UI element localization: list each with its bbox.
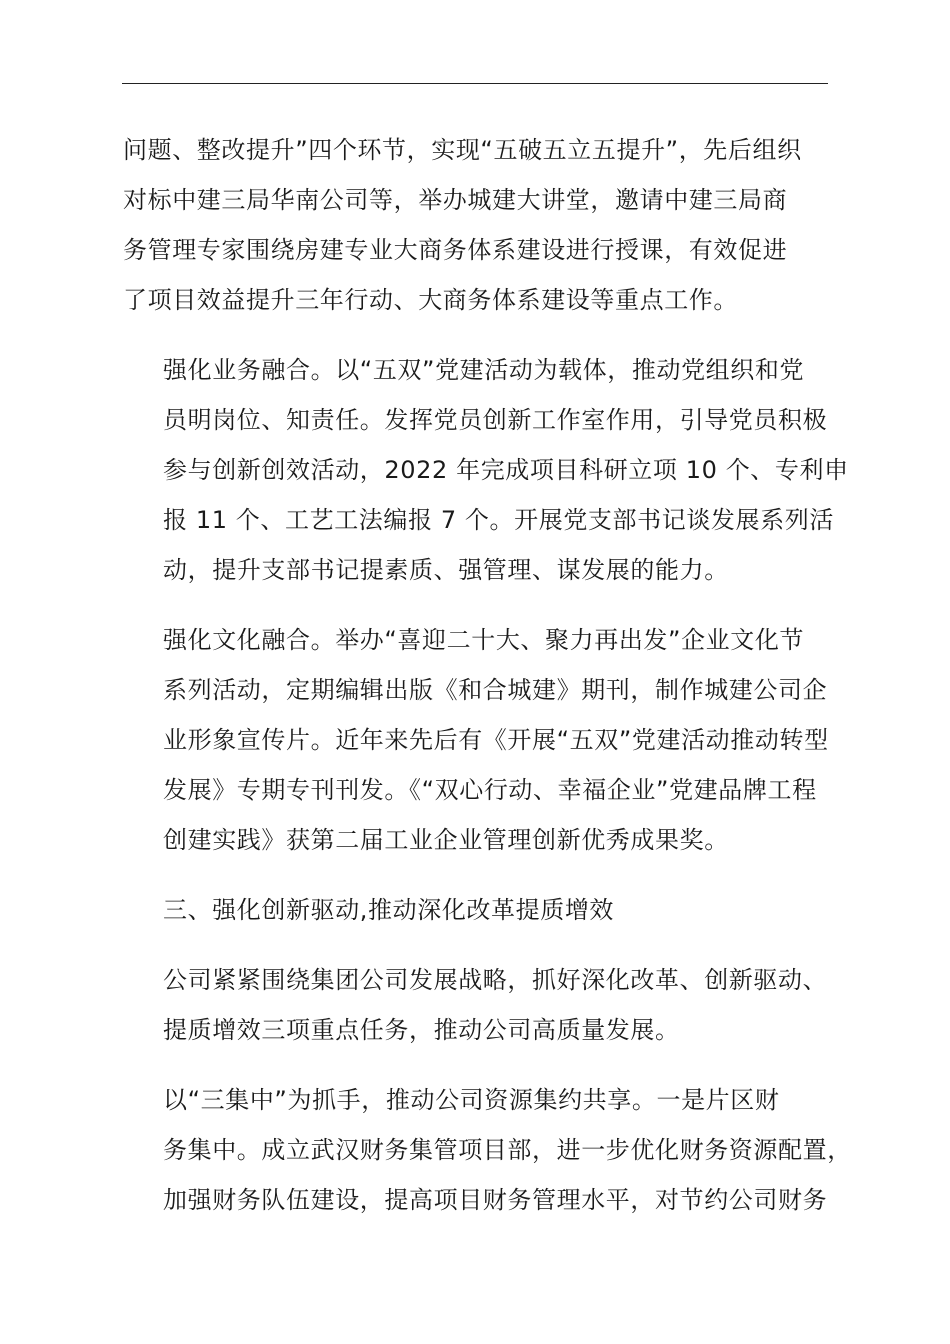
text-line: 对标中建三局华南公司等，举办城建大讲堂，邀请中建三局商 [123, 186, 788, 214]
paragraph [123, 345, 849, 595]
paragraph [123, 955, 831, 1055]
text-line: 以“三集中”为抓手，推动公司资源集约共享。一是片区财 [163, 1086, 780, 1114]
text-line: 创建实践》获第二届工业企业管理创新优秀成果奖。 [163, 826, 729, 854]
document-body [123, 125, 852, 1225]
text-line: 动，提升支部书记提素质、强管理、谋发展的能力。 [163, 556, 729, 584]
text-line: 业形象宣传片。近年来先后有《开展“五双”党建活动推动转型 [163, 726, 829, 754]
text-line: 务集中。成立武汉财务集管项目部，进一步优化财务资源配置， [163, 1136, 852, 1164]
text-line: 了项目效益提升三年行动、大商务体系建设等重点工作。 [123, 286, 738, 314]
paragraph [123, 125, 831, 325]
text-line: 员明岗位、知责任。发挥党员创新工作室作用，引导党员积极 [163, 406, 828, 434]
text-line: 强化文化融合。举办“喜迎二十大、聚力再出发”企业文化节 [163, 626, 805, 654]
text-line: 问题、整改提升”四个环节，实现“五破五立五提升”，先后组织 [123, 136, 802, 164]
text-line: 参与创新创效活动，2022 年完成项目科研立项 10 个、专利申 [163, 456, 849, 484]
text-line: 强化业务融合。以“五双”党建活动为载体，推动党组织和党 [163, 356, 805, 384]
text-line: 务管理专家围绕房建专业大商务体系建设进行授课，有效促进 [123, 236, 788, 264]
paragraph [123, 615, 831, 865]
text-line: 发展》专期专刊刊发。《“双心行动、幸福企业”党建品牌工程 [163, 776, 817, 804]
header-rule [122, 83, 828, 84]
text-line: 系列活动，定期编辑出版《和合城建》期刊，制作城建公司企 [163, 676, 828, 704]
text-line: 公司紧紧围绕集团公司发展战略，抓好深化改革、创新驱动、 [163, 966, 828, 994]
text-line: 报 11 个、工艺工法编报 7 个。开展党支部书记谈发展系列活 [163, 506, 834, 534]
text-line: 提质增效三项重点任务，推动公司高质量发展。 [163, 1016, 680, 1044]
text-line: 加强财务队伍建设，提高项目财务管理水平，对节约公司财务 [163, 1186, 828, 1214]
section-heading [123, 885, 831, 935]
paragraph [123, 1075, 852, 1225]
heading-line: 三、强化创新驱动,推动深化改革提质增效 [163, 896, 615, 924]
